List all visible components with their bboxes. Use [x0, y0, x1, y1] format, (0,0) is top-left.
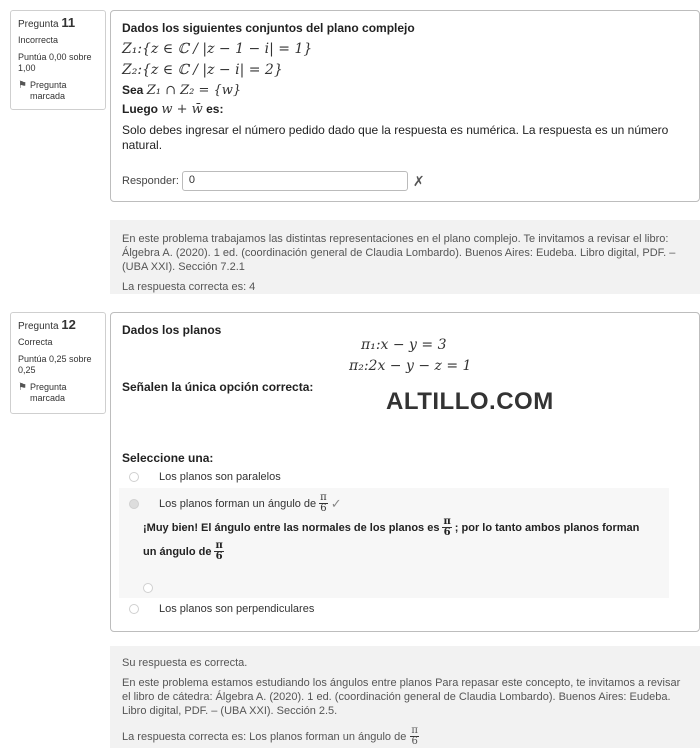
fraction-numerator: π — [443, 516, 451, 527]
set-z2: Z₂:{z ∈ ℂ / |z − i| = 2} — [122, 62, 283, 78]
question-prompt: Señalen la única opción correcta: — [122, 380, 314, 394]
set-z1: Z₁:{z ∈ ℂ / |z − 1 − i| = 1} — [122, 41, 313, 57]
option-parallel[interactable] — [129, 471, 281, 483]
question-number-value: 12 — [61, 317, 76, 332]
option-perpendicular[interactable] — [129, 603, 314, 615]
luego-math: w + w̄ — [161, 102, 203, 117]
luego-line — [122, 102, 688, 117]
fraction-numerator: π — [215, 540, 223, 551]
option-label-wrap — [159, 493, 342, 514]
question-info-11 — [10, 10, 106, 110]
sea-prefix: Sea — [122, 83, 144, 97]
general-feedback: En este problema estamos estudiando los ángulos entre planos Para repasar este concepto, te invitamos a revisar el libro de cátedra: Álgebra A. (2020). 1 ed. (coordinación general de Claudia Lombardo). Buenos Aires: Eudeba. Libro digital, PDF. – (UBA XXI). Sección 2.5. — [122, 677, 681, 717]
plane-2: π₂:2x − y − z = 1 — [349, 358, 472, 374]
feedback-box-12 — [110, 646, 700, 748]
option-label: Los planos son perpendiculares — [159, 603, 315, 615]
luego-suffix: es: — [206, 102, 224, 116]
answer-row — [122, 171, 425, 191]
feedback-text-b: ; por lo tanto ambos planos forman — [454, 521, 640, 534]
option-label: Los planos son paralelos — [159, 471, 281, 483]
sea-line — [122, 83, 688, 98]
radio-button[interactable] — [129, 604, 139, 614]
radio-button-selected[interactable] — [129, 499, 139, 509]
question-state: Incorrecta — [18, 35, 59, 45]
select-label: Seleccione una: — [122, 451, 214, 465]
fraction — [410, 726, 419, 747]
question-title: Dados los planos — [122, 323, 222, 337]
flag-label: Pregunta marcada — [29, 80, 67, 101]
check-icon: ✓ — [330, 495, 342, 511]
flag-question-link[interactable] — [18, 80, 98, 102]
radio-button[interactable] — [129, 472, 139, 482]
question-label: Pregunta — [18, 321, 59, 332]
question-number — [18, 17, 98, 30]
specific-feedback-line1 — [143, 517, 639, 538]
question-box-11 — [110, 10, 700, 202]
flag-icon: ⚑ — [18, 382, 27, 393]
fraction — [319, 493, 328, 514]
feedback-text-a: ¡Muy bien! El ángulo entre las normales de los planos es — [143, 521, 440, 534]
flag-icon: ⚑ — [18, 80, 27, 91]
feedback-text-c: un ángulo de — [143, 545, 212, 558]
question-number — [18, 319, 98, 332]
answer-input[interactable]: 0 — [182, 171, 408, 191]
fraction-denominator: 6 — [443, 527, 451, 538]
question-box-12 — [110, 312, 700, 632]
incorrect-icon: ✗ — [412, 172, 425, 189]
question-number-value: 11 — [61, 15, 76, 30]
sea-math: Z₁ ∩ Z₂ = {w} — [146, 83, 242, 98]
luego-prefix: Luego — [122, 102, 158, 116]
flag-question-link[interactable] — [18, 382, 98, 404]
fraction-denominator: 6 — [215, 551, 223, 562]
radio-button[interactable] — [143, 583, 153, 593]
specific-feedback-line2 — [143, 541, 225, 562]
fraction-denominator: 6 — [320, 503, 327, 514]
feedback-box-11 — [110, 220, 700, 294]
watermark: ALTILLO.COM — [386, 388, 554, 415]
correct-answer: La respuesta correcta es: Los planos forman un ángulo de — [122, 730, 407, 743]
status-text: Su respuesta es correcta. — [122, 657, 248, 669]
answer-label: Responder: — [122, 175, 179, 187]
flag-label: Pregunta marcada — [29, 382, 67, 403]
fraction-denominator: 6 — [411, 736, 418, 747]
plane-1: π₁:x − y = 3 — [361, 337, 447, 353]
option-label: Los planos forman un ángulo de — [159, 497, 317, 510]
correct-answer: La respuesta correcta es: 4 — [122, 281, 256, 293]
general-feedback: En este problema trabajamos las distintas representaciones en el plano complejo. Te invitamos a revisar el libro: Álgebra A. (2020). 1 ed. (coordinación general de Claudia Lombardo). Buenos Aires: Eudeba. Libro digital, PDF. – (UBA XXI). Sección 7.2.1 — [122, 233, 676, 273]
instruction-text: Solo debes ingresar el número pedido dado que la respuesta es numérica. La respuesta es un número natural. — [122, 123, 669, 152]
option-angle[interactable] — [129, 493, 342, 514]
correct-answer-line — [122, 726, 688, 747]
fraction-numerator: π — [320, 492, 327, 503]
question-title: Dados los siguientes conjuntos del plano complejo — [122, 21, 415, 35]
question-label: Pregunta — [18, 19, 59, 30]
question-grade: Puntúa 0,25 sobre 0,25 — [18, 354, 92, 375]
question-info-12 — [10, 312, 106, 414]
fraction — [442, 517, 451, 538]
fraction-numerator: π — [411, 725, 418, 736]
question-state: Correcta — [18, 337, 53, 347]
question-grade: Puntúa 0,00 sobre 1,00 — [18, 52, 92, 73]
fraction — [214, 541, 223, 562]
